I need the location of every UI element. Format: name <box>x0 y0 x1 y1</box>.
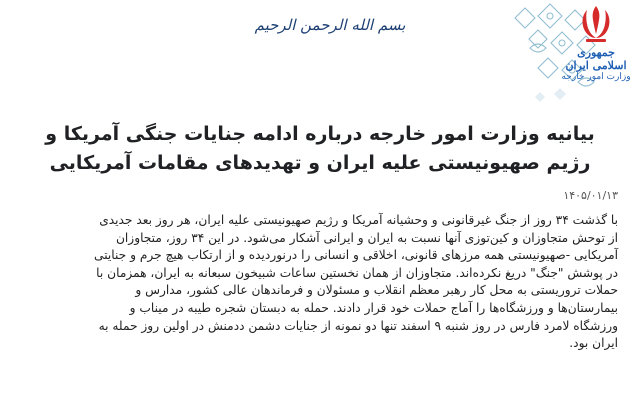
statement-body <box>22 212 618 353</box>
iran-emblem-icon <box>576 2 616 46</box>
body-line: حملات تروریستی به محل کار رهبر معظم انقلاب و مسئولان و فرماندهان عالی کشور، مدارس و <box>135 283 618 298</box>
statement-title <box>20 120 620 178</box>
org-name: جمهوری اسلامی ایران <box>565 46 627 72</box>
body-line: از توحش متجاوزان و کین‌توزی آنها نسبت به ایران و ایرانی آشکار می‌شود. در این ۳۴ روز، متجاوزان <box>115 230 618 245</box>
body-line: آمریکایی -صهیونیستی همه مرزهای قانونی، اخلاقی و انسانی را درنوردیده و از ارتکاب هیچ جرم و جنایتی <box>94 248 618 263</box>
body-line: ورزشگاه لامرد فارس در روز شنبه ۹ اسفند تنها دو نمونه از جنایات دشمن ددمنش در اولین روز حمله به <box>98 318 618 333</box>
title-line: بیانیه وزارت امور خارجه درباره ادامه جنایات جنگی آمریکا و <box>45 123 595 145</box>
basmala-calligraphy: بسم الله الرحمن الرحیم <box>254 16 406 34</box>
ministry-logo <box>560 0 632 83</box>
body-line: در پوشش "جنگ" دریغ نکرده‌اند. متجاوزان از همان نخستین ساعات شبیخون سبعانه به ایران، همزمان با <box>96 265 618 280</box>
body-line: با گذشت ۳۴ روز از جنگ غیرقانونی و وحشیانه آمریکا و رژیم صهیونیستی علیه ایران، هر روز بعد جدیدی <box>99 213 618 227</box>
body-line: ایران بود. <box>569 336 618 351</box>
body-line: بیمارستان‌ها و ورزشگاه‌ها را آماج حملات خود قرار دادند. حمله به دبستان شجره طیبه در میناب و <box>129 300 618 315</box>
title-line: رژیم صهیونیستی علیه ایران و تهدیدهای مقامات آمریکایی <box>49 152 591 174</box>
statement-date: ۱۴۰۵/۰۱/۱۳ <box>563 189 618 202</box>
ministry-name: وزارت امور خارجه <box>561 72 631 83</box>
letterhead <box>0 0 640 110</box>
